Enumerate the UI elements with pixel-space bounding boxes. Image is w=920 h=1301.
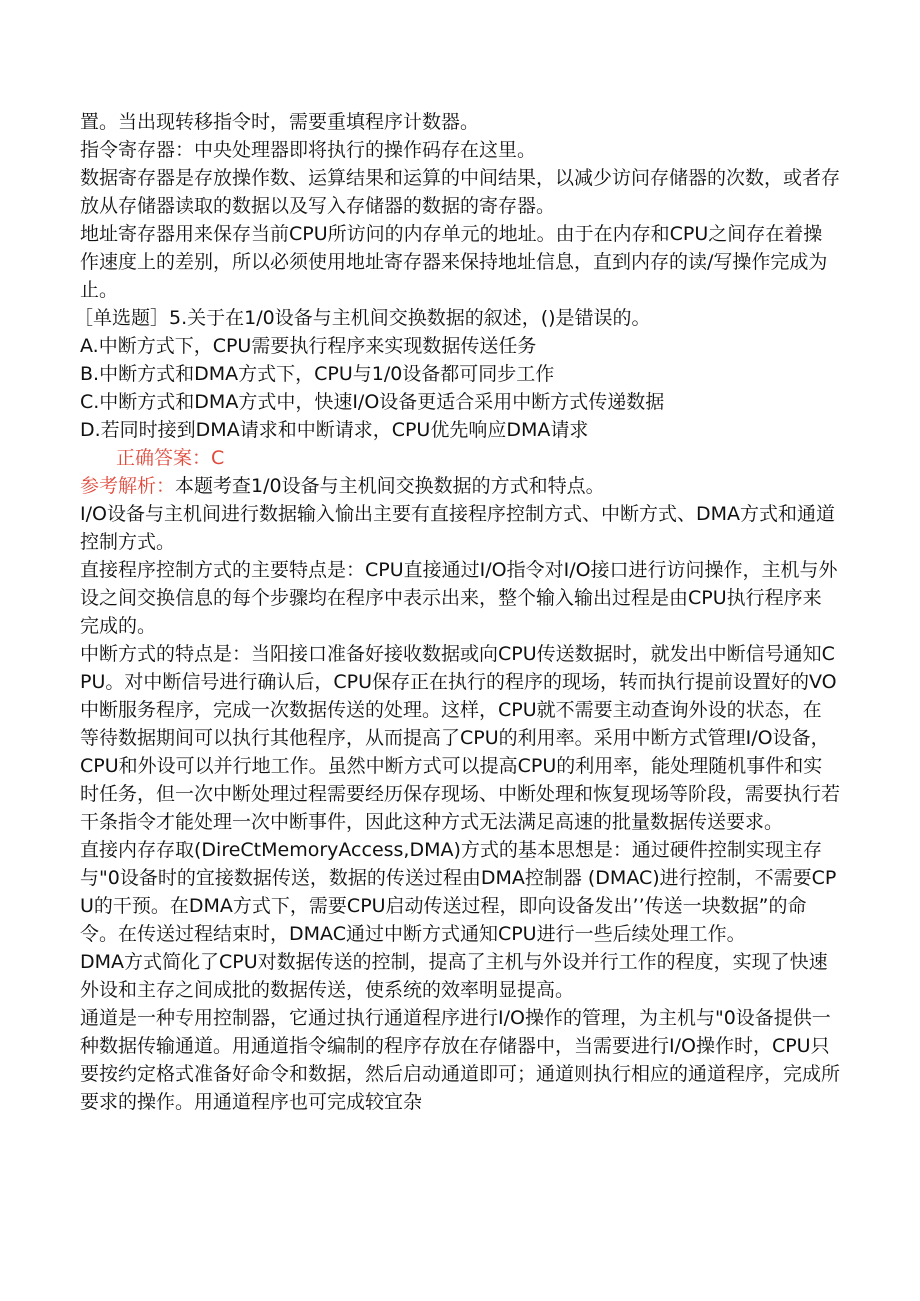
option-b: B.中断方式和DMA方式下，CPU与1/0设备都可同步工作 bbox=[80, 363, 555, 385]
analysis-paragraph-5: DMA方式简化了CPU对数据传送的控制，提高了主机与外设并行工作的程度，实现了快速外设和主存之间成批的数据传送，使系统的效率明显提高。 bbox=[80, 951, 828, 1001]
analysis-paragraph-4: 直接内存存取(DireCtMemoryAccess,DMA)方式的基本思想是：通过硬件控制实现主存与"0设备时的宜接数据传送，数据的传送过程由DMA控制器 (DMAC)进行控制，不需要CPU的干预。在DMA方式下，需要CPU启动传送过程，即向设备发出’’传送一块数据”的命令。在传送过程结束时，DMAC通过中断方式通知CPU进行一些后续处理工作。 bbox=[80, 839, 837, 945]
analysis-paragraph-3: 中断方式的特点是：当阳接口准备好接收数据或向CPU传送数据时，就发出中断信号通知CPU。对中断信号进行确认后，CPU保存正在执行的程序的现场，转而执行提前设置好的VO中断服务程序，完成一次数据传送的处理。这样，CPU就不需要主动查询外设的状态，在等待数据期间可以执行其他程序，从而提高了CPU的利用率。采用中断方式管理I/O设备，CPU和外设可以并行地工作。虽然中断方式可以提高CPU的利用率，能处理随机事件和实时任务，但一次中断处理过程需要经历保存现场、中断处理和恢复现场等阶段，需要执行若干条指令才能处理一次中断事件，因此这种方式无法满足高速的批量数据传送要求。 bbox=[80, 643, 841, 833]
analysis-paragraph-6: 通道是一种专用控制器，它通过执行通道程序进行I/O操作的管理，为主机与"0设备提供一种数据传输通道。用通道指令编制的程序存放在存储器中，当需要进行I/O操作时，CPU只要按约定格式准备好命令和数据，然后启动通道即可；通道则执行相应的通道程序，完成所要求的操作。用通道程序也可完成较宜杂 bbox=[80, 1007, 841, 1113]
question-stem: ［单选题］5.关于在1/0设备与主机间交换数据的叙述，()是错误的。 bbox=[74, 307, 651, 329]
option-c: C.中断方式和DMA方式中，快速I/O设备更适合采用中断方式传递数据 bbox=[80, 391, 665, 413]
analysis-label: 参考解析： bbox=[80, 475, 176, 497]
option-a: A.中断方式下，CPU需要执行程序来实现数据传送任务 bbox=[80, 335, 537, 357]
answer-value: C bbox=[211, 447, 225, 469]
analysis-paragraph-1: I/O设备与主机间进行数据输入愉出主要有直接程序控制方式、中断方式、DMA方式和通道控制方式。 bbox=[80, 503, 835, 553]
intro-paragraph-1: 置。当出现转移指令时，需要重填程序计数器。 bbox=[80, 111, 480, 133]
analysis-line bbox=[80, 472, 840, 500]
intro-paragraph-3: 数据寄存器是存放操作数、运算结果和运算的中间结果，以减少访问存储器的次数，或者存放从存储器读取的数据以及写入存储器的数据的寄存器。 bbox=[80, 167, 841, 217]
intro-paragraph-2: 指令寄存器：中央处理器即将执行的操作码存在这里。 bbox=[80, 139, 537, 161]
option-d: D.若同时接到DMA请求和中断请求，CPU优先响应DMA请求 bbox=[80, 419, 589, 441]
analysis-paragraph-2: 直接程序控制方式的主要特点是：CPU直接通过I/O指令对I/O接口进行访问操作，主机与外设之间交换信息的每个步骤均在程序中表示出来，整个输入输出过程是由CPU执行程序来完成的。 bbox=[80, 559, 838, 637]
analysis-text: 本题考查1/0设备与主机间交换数据的方式和特点。 bbox=[175, 475, 605, 497]
document-page bbox=[74, 108, 841, 1116]
answer-line bbox=[80, 444, 840, 472]
intro-paragraph-4: 地址寄存器用来保存当前CPU所访问的内存单元的地址。由于在内存和CPU之间存在着操作速度上的差别，所以必须使用地址寄存器来保持地址信息，直到内存的读/写操作完成为止。 bbox=[80, 223, 828, 301]
answer-label: 正确答案： bbox=[116, 447, 212, 469]
